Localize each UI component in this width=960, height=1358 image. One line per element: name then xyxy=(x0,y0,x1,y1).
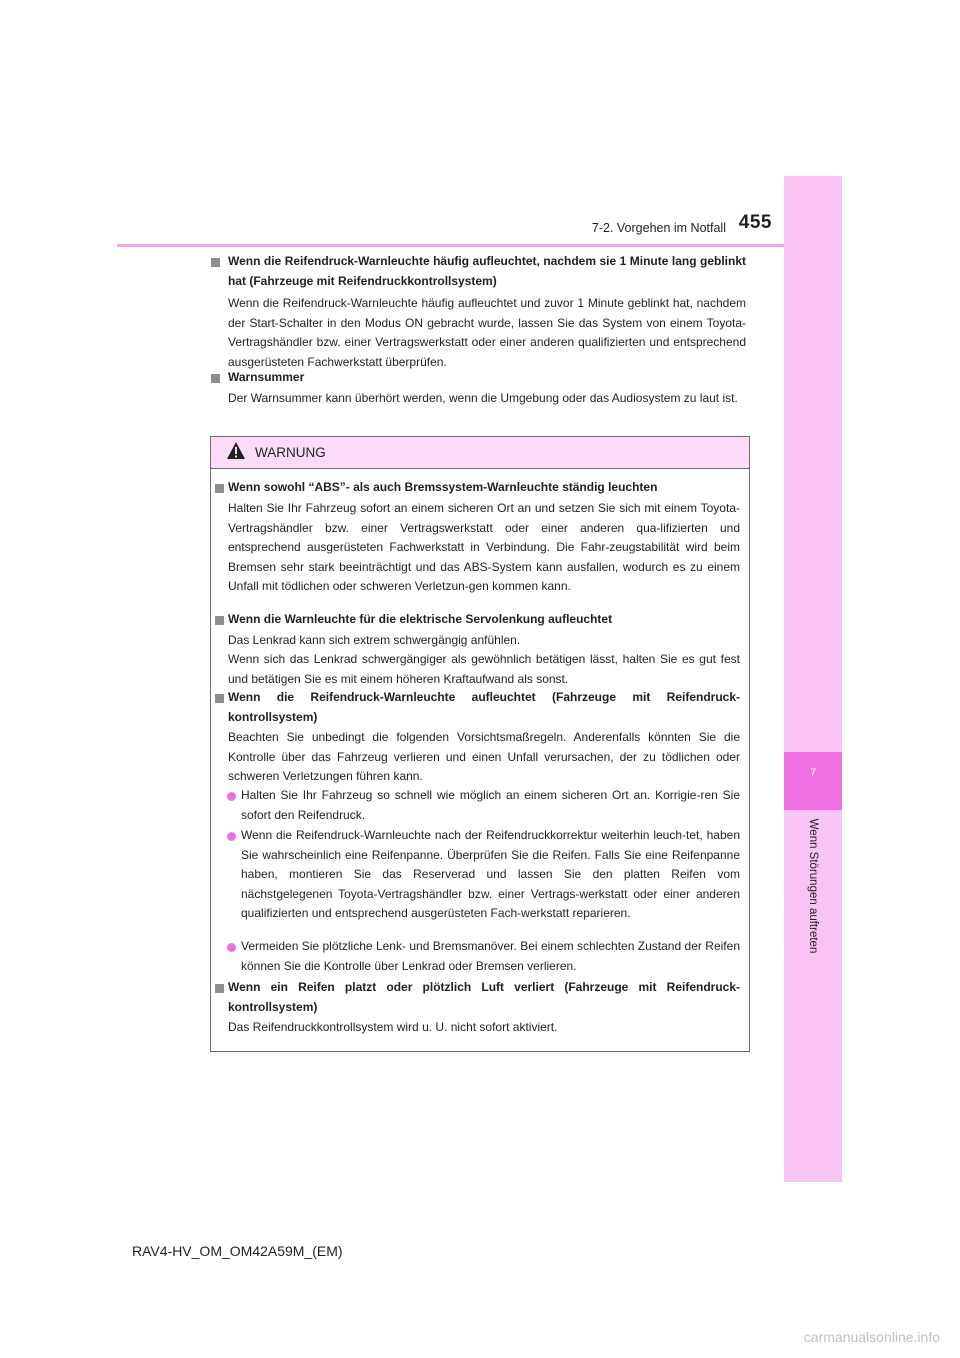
warning-bullet-text: Halten Sie Ihr Fahrzeug so schnell wie möglich an einem sicheren Ort an. Korrigie-ren Sie sofort den Reifendruck. xyxy=(241,788,740,822)
header-rule xyxy=(117,244,784,247)
warning-header xyxy=(211,437,749,469)
warning-item-body: Das Reifendruckkontrollsystem wird u. U. nicht sofort aktiviert. xyxy=(228,1020,558,1034)
warning-item-bullet-icon xyxy=(215,694,224,703)
warning-item-heading: Wenn die Warnleuchte für die elektrische Servolenkung aufleuchtet xyxy=(228,612,613,626)
warning-item-bullet-icon xyxy=(215,484,224,493)
page-number: 455 xyxy=(738,212,772,233)
section-body: Wenn die Reifendruck-Warnleuchte häufig aufleuchtet und zuvor 1 Minute geblinkt hat, nachdem der Start-Schalter in den Modus ON gebracht wurde, lassen Sie das System von einem Toyota-Vertragshändler bzw. einer Vertragswerkstatt oder einer anderen qualifizierten und entsprechend ausgerüsteten Fachwerkstatt überprüfen. xyxy=(228,296,746,369)
warning-item-heading: Wenn ein Reifen platzt oder plötzlich Luft verliert (Fahrzeuge mit Reifendruck-kontrollsystem) xyxy=(228,980,740,1014)
chapter-side-tab xyxy=(784,176,842,1182)
bullet-dot-icon xyxy=(227,943,236,952)
section-heading: Warnsummer xyxy=(228,370,305,384)
warning-item-bullet-icon xyxy=(215,984,224,993)
bullet-dot-icon xyxy=(227,792,236,801)
warning-item-body: Das Lenkrad kann sich extrem schwergängig anfühlen. xyxy=(228,633,521,647)
warning-item-heading: Wenn sowohl “ABS”- als auch Bremssystem-Warnleuchte ständig leuchten xyxy=(228,480,658,494)
watermark: carmanualsonline.info xyxy=(803,1329,940,1345)
warning-bullet-text: Vermeiden Sie plötzliche Lenk- und Bremsmanöver. Bei einem schlechten Zustand der Reifen können Sie die Kontrolle über Lenkrad oder Bremsen verlieren. xyxy=(241,939,740,973)
section-title: 7-2. Vorgehen im Notfall xyxy=(591,221,726,235)
warning-title: WARNUNG xyxy=(255,445,326,460)
section-bullet-icon xyxy=(211,374,220,383)
chapter-number: 7 xyxy=(809,767,817,779)
chapter-title: Wenn Störungen auftreten xyxy=(807,818,819,954)
warning-box xyxy=(210,436,750,1052)
warning-item-body: Halten Sie Ihr Fahrzeug sofort an einem sicheren Ort an und setzen Sie sich mit einem Toyota-Vertragshändler bzw. einer Vertragswerkstatt oder einer anderen qua-lifizierten und entsprechend ausgerüsteten Fachwerkstatt in Verbindung. Die Fahr-zeugstabilität wird beim Bremsen sehr stark beeinträchtigt und das ABS-System kann ausfallen, wodurch es zu einem Unfall mit tödlichen oder schweren Verletzun-gen kommen kann. xyxy=(228,501,740,593)
bullet-dot-icon xyxy=(227,832,236,841)
warning-item-bullet-icon xyxy=(215,616,224,625)
document-code: RAV4-HV_OM_OM42A59M_(EM) xyxy=(132,1243,343,1259)
section-heading: Wenn die Reifendruck-Warnleuchte häufig aufleuchtet, nachdem sie 1 Minute lang geblinkt hat (Fahrzeuge mit Reifendruckkontrollsystem) xyxy=(228,254,746,288)
warning-item-heading: Wenn die Reifendruck-Warnleuchte aufleuchtet (Fahrzeuge mit Reifendruck-kontrollsystem) xyxy=(228,690,740,724)
warning-triangle-icon xyxy=(226,441,246,460)
warning-bullet-text: Wenn die Reifendruck-Warnleuchte nach der Reifendruckkorrektur weiterhin leuch-tet, haben Sie wahrscheinlich eine Reifenpanne. Überprüfen Sie die Reifen. Falls Sie eine Reifenpanne haben, montieren Sie das Reserverad und lassen Sie den platten Reifen vom nächstgelegenen Toyota-Vertragshändler bzw. einer Vertrags-werkstatt oder einer anderen qualifizierten und entsprechend ausgerüsteten Fach-werkstatt reparieren. xyxy=(241,828,740,920)
warning-item-body: Wenn sich das Lenkrad schwergängiger als gewöhnlich betätigen lässt, halten Sie es gut fest und betätigen Sie es mit einem höheren Kraftaufwand als sonst. xyxy=(228,652,740,686)
section-bullet-icon xyxy=(211,258,220,267)
section-body: Der Warnsummer kann überhört werden, wenn die Umgebung oder das Audiosystem zu laut ist. xyxy=(228,391,738,405)
warning-item-body: Beachten Sie unbedingt die folgenden Vorsichtsmaßregeln. Anderenfalls könnten Sie die Kontrolle über das Fahrzeug verlieren und einen Unfall verursachen, der zu tödlichen oder schweren Verletzungen führen kann. xyxy=(228,730,740,783)
